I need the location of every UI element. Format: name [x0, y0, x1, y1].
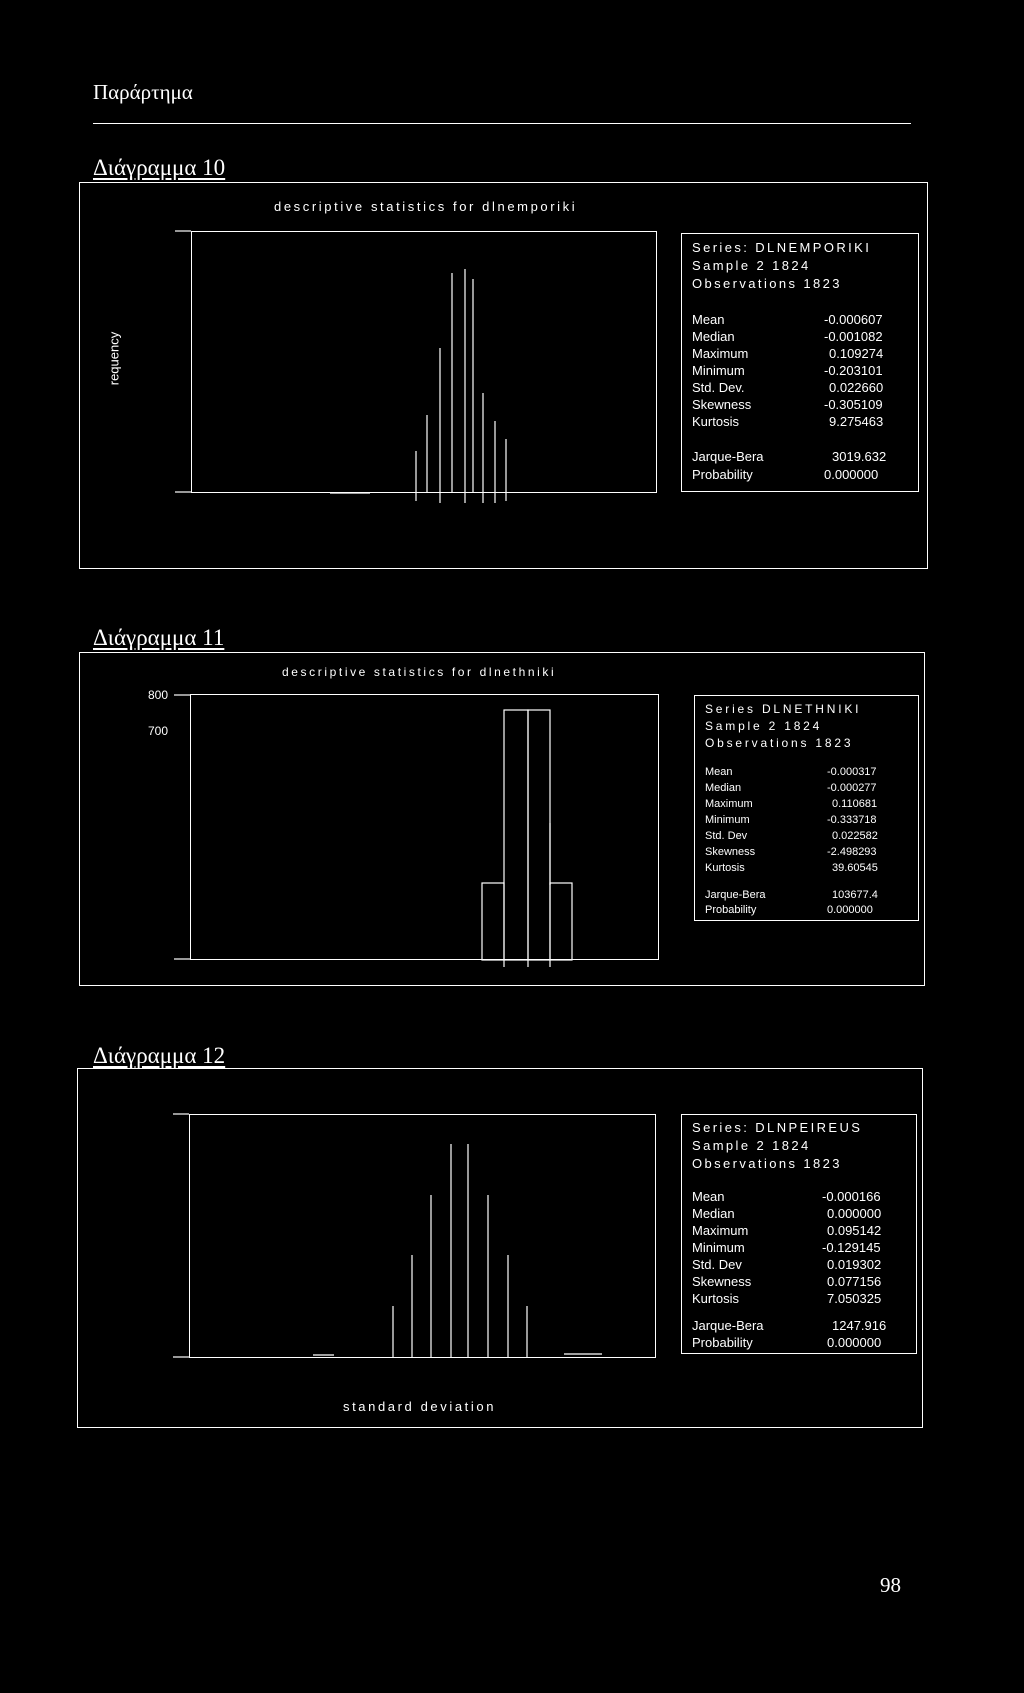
histogram-bar — [528, 710, 550, 960]
page-header: Παράρτημα — [93, 80, 193, 104]
jarque-bera-value: 1247.916 — [832, 1318, 887, 1333]
stat-label: Maximum — [692, 1223, 749, 1238]
stat-value: -0.305109 — [824, 397, 883, 412]
stat-label: Maximum — [705, 798, 753, 810]
stat-label: Mean — [705, 766, 733, 778]
jarque-bera-value: 103677.4 — [832, 889, 878, 901]
probability-label: Probability — [692, 467, 753, 482]
probability-value: 0.000000 — [827, 1335, 882, 1350]
stat-label: Kurtosis — [705, 862, 745, 874]
stat-value: 7.050325 — [827, 1291, 882, 1306]
chart-title: descriptive statistics for dlnethniki — [282, 665, 557, 679]
stat-value: 0.022582 — [832, 830, 878, 842]
histogram-bar — [482, 883, 504, 960]
stat-label: Maximum — [692, 346, 749, 361]
stat-value: -0.203101 — [824, 363, 883, 378]
stat-value: 0.110681 — [832, 798, 878, 810]
jarque-bera-label: Jarque-Bera — [692, 449, 764, 464]
stat-value: 9.275463 — [829, 414, 884, 429]
stat-label: Minimum — [692, 1240, 745, 1255]
stat-label: Kurtosis — [692, 1291, 739, 1306]
stat-value: 39.60545 — [832, 862, 878, 874]
stats-box — [681, 233, 919, 492]
diagram-10-title: Διάγραμμα 10 — [93, 155, 226, 180]
stat-label: Median — [705, 782, 742, 794]
diagram-11-title: Διάγραμμα 11 — [93, 625, 225, 650]
diagram-12-title: Διάγραμμα 12 — [93, 1043, 226, 1068]
stat-value: -0.000317 — [827, 766, 877, 778]
stat-value: 0.109274 — [829, 346, 884, 361]
histogram-bar — [550, 883, 572, 960]
stats-box — [681, 1114, 917, 1354]
x-axis-label: standard deviation — [343, 1399, 497, 1414]
y-axis-label: requency — [106, 331, 122, 386]
stat-value: 0.019302 — [827, 1257, 882, 1272]
stat-label: Kurtosis — [692, 414, 739, 429]
y-tick-label: 800 — [148, 688, 169, 702]
stat-label: Minimum — [692, 363, 745, 378]
stat-value: -2.498293 — [827, 846, 877, 858]
stat-value: 0.022660 — [829, 380, 884, 395]
jarque-bera-value: 3019.632 — [832, 449, 887, 464]
stat-label: Std. Dev — [692, 1257, 742, 1272]
histogram-bar — [504, 710, 528, 960]
stat-value: -0.333718 — [827, 814, 877, 826]
stat-label: Minimum — [705, 814, 750, 826]
observations-label: Observations 1823 — [705, 736, 854, 750]
stat-label: Skewness — [692, 397, 752, 412]
stats-box — [694, 695, 919, 921]
observations-label: Observations 1823 — [692, 1156, 842, 1171]
stat-value: 0.095142 — [827, 1223, 882, 1238]
series-label: Series: DLNEMPORIKI — [692, 240, 872, 255]
series-label: Series: DLNPEIREUS — [692, 1120, 863, 1135]
header-rule — [93, 123, 911, 124]
sample-label: Sample 2 1824 — [705, 719, 823, 733]
stat-label: Mean — [692, 1189, 725, 1204]
probability-label: Probability — [692, 1335, 753, 1350]
stat-value: -0.129145 — [822, 1240, 881, 1255]
stat-label: Skewness — [705, 846, 756, 858]
stat-label: Std. Dev — [705, 830, 748, 842]
page-number: 98 — [880, 1573, 901, 1597]
diagram-10-frame — [79, 182, 928, 569]
observations-label: Observations 1823 — [692, 276, 842, 291]
y-tick-label: 700 — [148, 724, 169, 738]
probability-label: Probability — [705, 904, 757, 916]
stat-value: 0.000000 — [827, 1206, 882, 1221]
series-label: Series DLNETHNIKI — [705, 702, 862, 716]
stat-label: Median — [692, 1206, 735, 1221]
stat-label: Median — [692, 329, 735, 344]
diagram-11-frame — [79, 652, 925, 986]
stat-label: Skewness — [692, 1274, 752, 1289]
stat-value: -0.000277 — [827, 782, 877, 794]
stat-value: -0.000607 — [824, 312, 883, 327]
stat-label: Std. Dev. — [692, 380, 745, 395]
stat-label: Mean — [692, 312, 725, 327]
diagram-12-frame — [77, 1068, 923, 1428]
stat-value: -0.000166 — [822, 1189, 881, 1204]
chart-title: descriptive statistics for dlnemporiki — [274, 199, 578, 214]
jarque-bera-label: Jarque-Bera — [705, 889, 766, 901]
stat-value: -0.001082 — [824, 329, 883, 344]
sample-label: Sample 2 1824 — [692, 258, 811, 273]
jarque-bera-label: Jarque-Bera — [692, 1318, 764, 1333]
probability-value: 0.000000 — [827, 904, 873, 916]
stat-value: 0.077156 — [827, 1274, 882, 1289]
probability-value: 0.000000 — [824, 467, 879, 482]
sample-label: Sample 2 1824 — [692, 1138, 811, 1153]
